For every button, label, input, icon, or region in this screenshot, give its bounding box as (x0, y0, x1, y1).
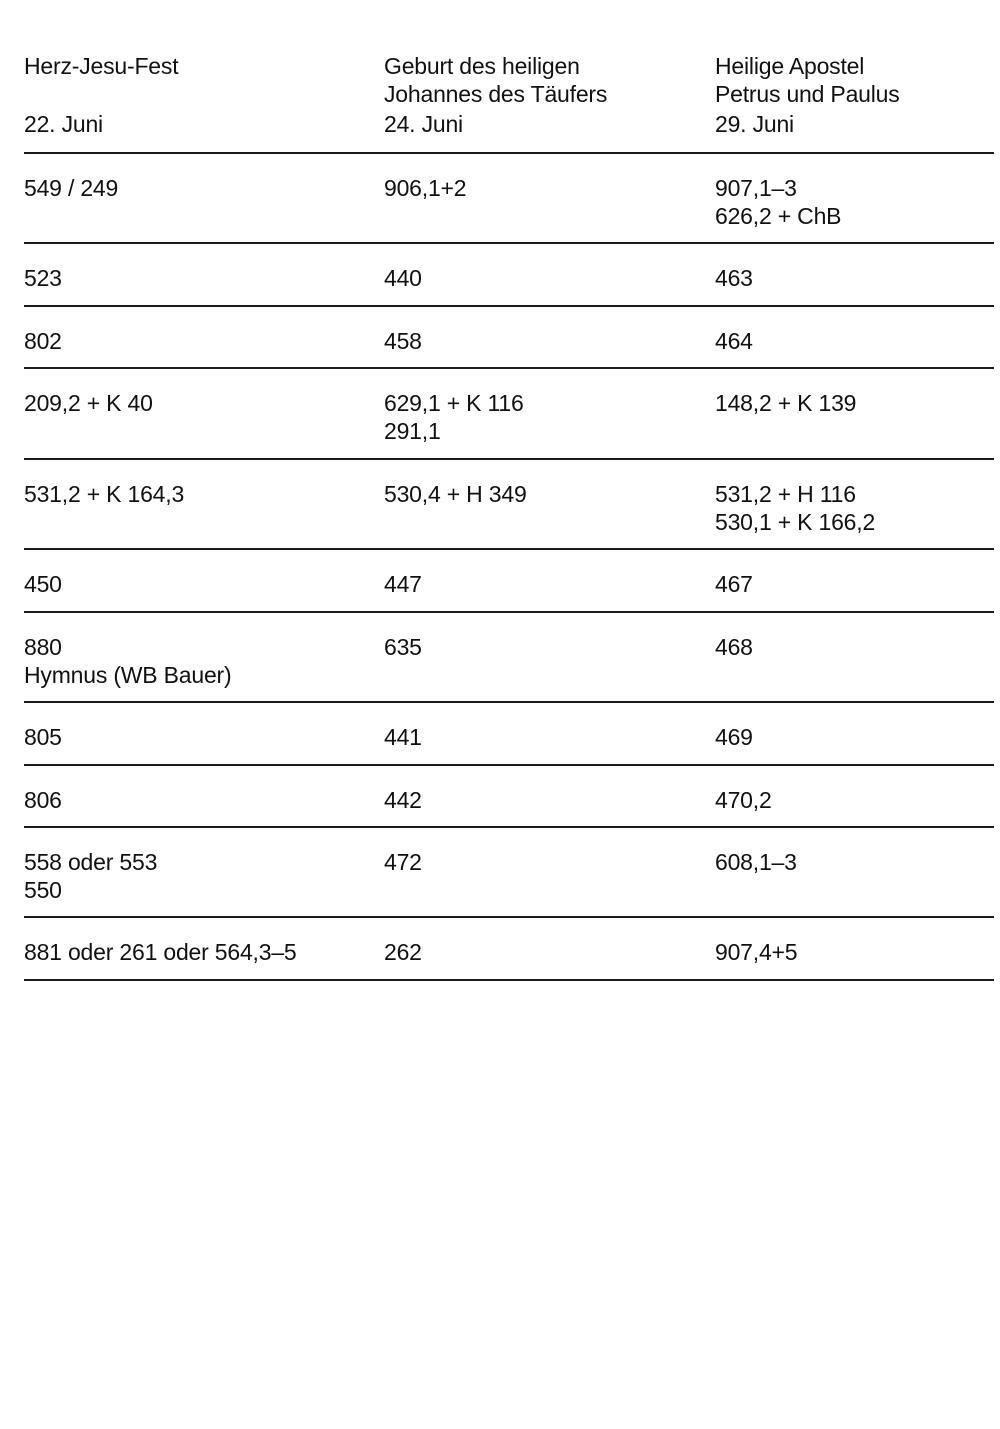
cell-line: 629,1 + K 116 (384, 390, 524, 416)
table-cell (24, 723, 374, 751)
table-cell (715, 848, 995, 876)
cell-line: 291,1 (384, 418, 441, 444)
cell-line: 440 (384, 265, 422, 291)
header-date: 29. Juni (715, 111, 794, 137)
table-cell (384, 264, 704, 292)
row-divider (24, 548, 994, 550)
header-col-petrus-paulus (715, 52, 995, 108)
table-cell (24, 174, 374, 202)
table-cell (715, 570, 995, 598)
cell-line: 472 (384, 849, 422, 875)
cell-line: 805 (24, 724, 62, 750)
cell-line: 464 (715, 328, 753, 354)
table-cell (715, 786, 995, 814)
cell-line: 468 (715, 634, 753, 660)
cell-line: 442 (384, 787, 422, 813)
cell-line: 608,1–3 (715, 849, 797, 875)
cell-line: 626,2 + ChB (715, 203, 842, 229)
row-divider (24, 152, 994, 154)
cell-line: 881 oder 261 oder 564,3–5 (24, 939, 297, 965)
table-cell (384, 174, 704, 202)
header-date: 24. Juni (384, 111, 463, 137)
cell-line: 458 (384, 328, 422, 354)
row-divider (24, 916, 994, 918)
table-cell (715, 174, 995, 230)
header-col-herz-jesu (24, 52, 374, 80)
header-date: 22. Juni (24, 111, 103, 137)
table-cell (715, 633, 995, 661)
table-cell (384, 570, 704, 598)
table-cell (715, 480, 995, 536)
cell-line: 907,4+5 (715, 939, 798, 965)
cell-line: 148,2 + K 139 (715, 390, 857, 416)
table-cell (384, 848, 704, 876)
table-cell (24, 327, 374, 355)
cell-line: 467 (715, 571, 753, 597)
cell-line: 530,4 + H 349 (384, 481, 527, 507)
row-divider (24, 764, 994, 766)
table-cell (24, 389, 374, 417)
table-cell (715, 938, 995, 966)
cell-line: 469 (715, 724, 753, 750)
cell-line: Hymnus (WB Bauer) (24, 662, 232, 688)
table-cell (24, 633, 374, 689)
table-cell (715, 327, 995, 355)
table-header (0, 52, 1000, 148)
cell-line: 450 (24, 571, 62, 597)
cell-line: 806 (24, 787, 62, 813)
cell-line: 531,2 + K 164,3 (24, 481, 185, 507)
row-divider (24, 305, 994, 307)
table-cell (384, 723, 704, 751)
table-cell (384, 327, 704, 355)
cell-line: 523 (24, 265, 62, 291)
table-cell (384, 389, 704, 445)
cell-line: 907,1–3 (715, 175, 797, 201)
table-cell (715, 264, 995, 292)
cell-line: 531,2 + H 116 (715, 481, 856, 507)
header-title-line: Petrus und Paulus (715, 81, 900, 107)
header-title-line: Johannes des Täufers (384, 81, 608, 107)
header-title-line: Geburt des heiligen (384, 53, 580, 79)
table-cell (715, 723, 995, 751)
cell-line: 463 (715, 265, 753, 291)
cell-line: 550 (24, 877, 62, 903)
table-cell (715, 389, 995, 417)
table-cell (24, 848, 374, 904)
table-cell (24, 264, 374, 292)
table-cell (24, 570, 374, 598)
row-divider (24, 611, 994, 613)
row-divider (24, 979, 994, 981)
row-divider (24, 367, 994, 369)
row-divider (24, 458, 994, 460)
cell-line: 470,2 (715, 787, 772, 813)
table-cell (24, 938, 374, 966)
cell-line: 441 (384, 724, 422, 750)
cell-line: 635 (384, 634, 422, 660)
cell-line: 262 (384, 939, 422, 965)
table-cell (384, 938, 704, 966)
cell-line: 447 (384, 571, 422, 597)
cell-line: 880 (24, 634, 62, 660)
header-title-line: Heilige Apostel (715, 53, 865, 79)
table-cell (24, 786, 374, 814)
table-cell (384, 786, 704, 814)
row-divider (24, 701, 994, 703)
cell-line: 549 / 249 (24, 175, 119, 201)
table-cell (384, 633, 704, 661)
row-divider (24, 242, 994, 244)
table-cell (24, 480, 374, 508)
cell-line: 802 (24, 328, 62, 354)
header-title-line: Herz-Jesu-Fest (24, 53, 179, 79)
cell-line: 558 oder 553 (24, 849, 158, 875)
header-col-johannes (384, 52, 704, 108)
cell-line: 906,1+2 (384, 175, 467, 201)
table-cell (384, 480, 704, 508)
cell-line: 209,2 + K 40 (24, 390, 153, 416)
row-divider (24, 826, 994, 828)
cell-line: 530,1 + K 166,2 (715, 509, 876, 535)
